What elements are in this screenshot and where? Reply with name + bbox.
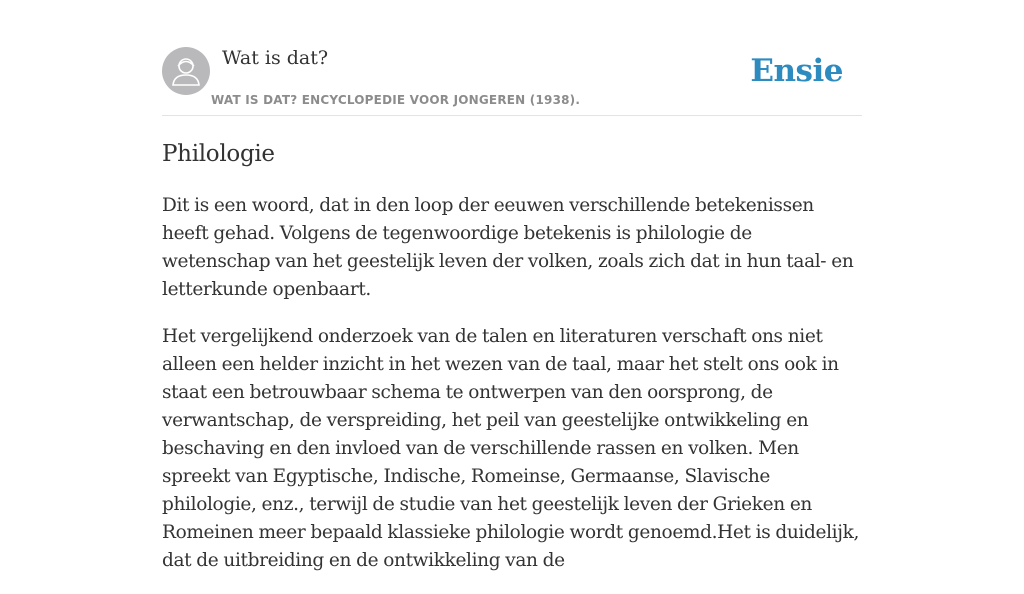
user-avatar-icon[interactable]	[162, 47, 210, 95]
article-paragraph-2: Het vergelijkend onderzoek van de talen en literaturen verschaft ons niet alleen een helder inzicht in het wezen van de taal, maar het stelt ons ook in staat een betrouwbaar schema te ontwerpen van den oorsprong, de verwantschap, de verspreiding, het peil van geestelijke ontwikkeling en beschaving en den invloed van de verschillende rassen en volken. Men spreekt van Egyptische, Indische, Romeinse, Germaanse, Slavische philologie, enz., terwijl de studie van het geestelijk leven der Grieken en Romeinen meer bepaald klassieke philologie wordt genoemd.Het is duidelijk, dat de uitbreiding en de ontwikkeling van de	[162, 326, 859, 571]
source-title-link[interactable]: Wat is dat?	[222, 47, 329, 69]
article-title: Philologie	[162, 141, 275, 167]
article-paragraph-1: Dit is een woord, dat in den loop der eeuwen verschillende betekenissen heeft gehad. Volgens de tegenwoordige betekenis is philologie de wetenschap van het geestelijk leven der volken, zoals zich dat in hun taal- en letterkunde openbaart.	[162, 195, 854, 300]
source-header	[162, 46, 862, 116]
source-subtitle: WAT IS DAT? ENCYCLOPEDIE VOOR JONGEREN (1938).	[211, 93, 581, 107]
brand-logo-link[interactable]: Ensie	[750, 53, 843, 89]
article	[162, 136, 862, 594]
